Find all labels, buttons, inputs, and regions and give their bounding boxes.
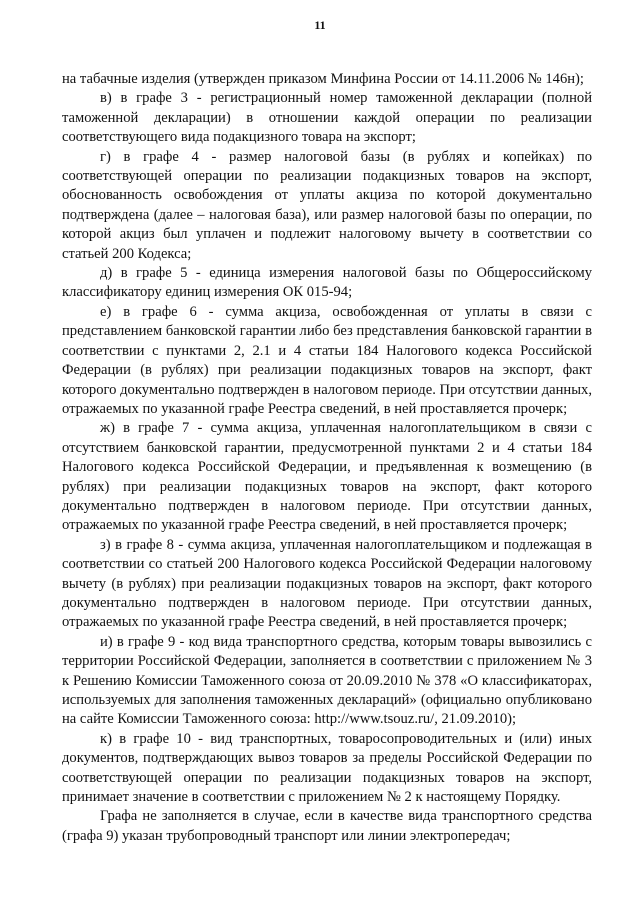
paragraph: д) в графе 5 - единица измерения налоговой базы по Общероссийскому классификатору единиц измерения ОК 015-94; bbox=[62, 265, 592, 301]
paragraph: е) в графе 6 - сумма акциза, освобожденная от уплаты в связи с представлением банковской гарантии либо без представления банковской гарантии в соответствии с пунктами 2, 2.1 и 4 статьи 184 Налогового кодекса Российской Федерации (в рублях) при реализации подакцизных товаров на экспорт, факт которого документально подтвержден в налоговом периоде. При отсутствии данных, отражаемых по указанной графе Реестра сведений, в ней проставляется прочерк; bbox=[62, 303, 592, 417]
paragraph: з) в графе 8 - сумма акциза, уплаченная налогоплательщиком и подлежащая в соответствии со статьей 200 Налогового кодекса Российской Федерации налоговому вычету (в рублях) при реализации подакцизных товаров на экспорт, факт которого документально подтвержден в налоговом периоде. При отсутствии данных, отражаемых по указанной графе Реестра сведений, в ней проставляется прочерк; bbox=[62, 536, 592, 631]
paragraph: Графа не заполняется в случае, если в качестве вида транспортного средства (графа 9) указан трубопроводный транспорт или линии электропередач; bbox=[62, 808, 592, 844]
paragraph: к) в графе 10 - вид транспортных, товаросопроводительных и (или) иных документов, подтверждающих вывоз товаров за пределы Российской Федерации по соответствующей операции по реализации подакцизных товаров на экспорт, принимает значение в соответствии с приложением № 2 к настоящему Порядку. bbox=[62, 730, 592, 806]
paragraph: в) в графе 3 - регистрационный номер таможенной декларации (полной таможенной декларации) в отношении каждой операции по реализации соответствующего вида подакцизного товара на экспорт; bbox=[62, 90, 592, 146]
paragraph: г) в графе 4 - размер налоговой базы (в рублях и копейках) по соответствующей операции по реализации подакцизных товаров на экспорт, обоснованность освобождения от уплаты акциза по которой документально подтверждена (далее – налоговая база), или размер налоговой базы по операции, по которой акциз был уплачен и подлежит налоговому вычету в соответствии со статьей 200 Кодекса; bbox=[62, 148, 592, 262]
paragraph: и) в графе 9 - код вида транспортного средства, которым товары вывозились с территории Российской Федерации, заполняется в соответствии с приложением № 3 к Решению Комиссии Таможенного союза от 20.09.2010 № 378 «О классификаторах, используемых для заполнения таможенных деклараций» (официально опубликовано на сайте Комиссии Таможенного союза: http://www.tsouz.ru/, 21.09.2010); bbox=[62, 633, 592, 728]
document-body bbox=[62, 70, 592, 846]
page-number: 11 bbox=[314, 18, 326, 32]
paragraph: ж) в графе 7 - сумма акциза, уплаченная налогоплательщиком в связи с отсутствием банковской гарантии, предусмотренной пунктами 2 и 4 статьи 184 Налогового кодекса Российской Федерации, и предъявленная к возмещению (в рублях) при реализации подакцизных товаров на экспорт, факт которого документально подтвержден в налоговом периоде. При отсутствии данных, отражаемых по указанной графе Реестра сведений, в ней проставляется прочерк; bbox=[62, 420, 592, 534]
paragraph: на табачные изделия (утвержден приказом Минфина России от 14.11.2006 № 146н); bbox=[62, 71, 584, 87]
